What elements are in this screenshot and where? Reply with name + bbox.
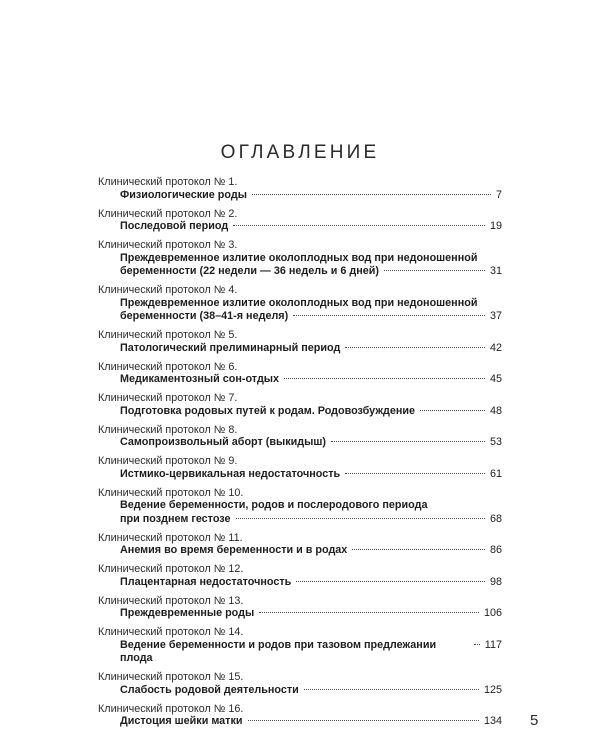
dot-leader bbox=[345, 473, 485, 474]
toc-entry[interactable] bbox=[98, 626, 502, 666]
toc-entry-protocol: Клинический протокол № 5. bbox=[98, 329, 238, 341]
toc-entry-title-line: Преждевременные роды bbox=[120, 607, 255, 619]
toc-entry[interactable] bbox=[98, 455, 502, 481]
toc-entry-title-line: Последовой период bbox=[120, 220, 229, 232]
toc-entry-title bbox=[98, 468, 502, 482]
toc-entry-title bbox=[98, 499, 502, 526]
dot-leader bbox=[304, 689, 479, 690]
toc-entry-title bbox=[98, 342, 502, 356]
toc-entry-title bbox=[98, 297, 502, 324]
toc-entry-protocol: Клинический протокол № 10. bbox=[98, 486, 244, 499]
toc-entry-protocol: Клинический протокол № 2. bbox=[98, 207, 238, 220]
toc-entry-title-line: Самопроизвольный аборт (выкидыш) bbox=[120, 436, 326, 448]
dot-leader bbox=[296, 581, 485, 582]
toc-entry-title-line: Физиологические роды bbox=[120, 188, 247, 201]
dot-leader bbox=[259, 612, 479, 613]
dot-leader bbox=[352, 549, 485, 550]
toc-entry-title bbox=[98, 373, 502, 387]
toc-entry-page: 117 bbox=[484, 638, 502, 651]
toc-entry-protocol: Клинический протокол № 13. bbox=[98, 594, 244, 607]
toc-entry-page: 134 bbox=[483, 715, 502, 727]
toc-entry-protocol: Клинический протокол № 6. bbox=[98, 360, 238, 373]
toc-entry[interactable] bbox=[98, 392, 502, 418]
toc-entry-title bbox=[98, 607, 502, 621]
toc-entry[interactable] bbox=[98, 671, 502, 697]
toc-entry-title-line: Подготовка родовых путей к родам. Родовозбуждение bbox=[120, 404, 415, 417]
toc-entry-title bbox=[98, 715, 502, 729]
toc-entry-page: 98 bbox=[489, 575, 502, 588]
toc-entry-protocol: Клинический протокол № 1. bbox=[98, 176, 238, 188]
toc-entry-title-line: Анемия во время беременности и в родах bbox=[120, 544, 348, 556]
dot-leader bbox=[384, 270, 485, 271]
toc-entry-page: 86 bbox=[489, 544, 502, 556]
toc-entry[interactable] bbox=[98, 208, 502, 234]
toc-entry-title bbox=[98, 544, 502, 558]
toc-entry-title bbox=[98, 189, 502, 203]
toc-entry-page: 45 bbox=[489, 373, 502, 385]
toc-entry[interactable] bbox=[98, 563, 502, 589]
toc-entry-protocol: Клинический протокол № 15. bbox=[98, 671, 244, 683]
toc-entry[interactable] bbox=[98, 424, 502, 450]
dot-leader bbox=[248, 720, 479, 721]
toc-entry-title bbox=[98, 252, 502, 279]
dot-leader bbox=[345, 347, 485, 348]
toc-entry[interactable] bbox=[98, 595, 502, 621]
toc-entry-title-line: Слабость родовой деятельности bbox=[120, 683, 299, 696]
toc-entry-page: 48 bbox=[489, 404, 502, 417]
toc-entry-page: 19 bbox=[489, 220, 502, 232]
toc-entry-title bbox=[98, 576, 502, 590]
toc-entry[interactable] bbox=[98, 329, 502, 355]
dot-leader bbox=[252, 194, 491, 195]
toc-entry-title-line: беременности (38–41-я неделя) bbox=[120, 310, 289, 322]
toc-entry-protocol: Клинический протокол № 11. bbox=[98, 531, 243, 544]
toc-entry[interactable] bbox=[98, 239, 502, 279]
toc-entry-page: 68 bbox=[489, 512, 502, 525]
dot-leader bbox=[236, 518, 485, 519]
toc-entry[interactable] bbox=[98, 176, 502, 202]
dot-leader bbox=[284, 378, 485, 379]
dot-leader bbox=[293, 315, 485, 316]
toc-entry-protocol: Клинический протокол № 12. bbox=[98, 563, 244, 575]
toc-entry-protocol: Клинический протокол № 9. bbox=[98, 455, 238, 467]
toc-entry-title bbox=[98, 684, 502, 698]
toc-entry-title-line: Ведение беременности и родов при тазовом предлежании плода bbox=[120, 638, 437, 664]
toc-entry-page: 125 bbox=[483, 683, 502, 696]
toc-entry-protocol: Клинический протокол № 16. bbox=[98, 702, 244, 715]
toc-entry[interactable] bbox=[98, 703, 502, 729]
toc-entry-protocol: Клинический протокол № 7. bbox=[98, 392, 238, 404]
dot-leader bbox=[474, 644, 480, 645]
toc-entry-protocol: Клинический протокол № 3. bbox=[98, 239, 238, 251]
toc-entry[interactable] bbox=[98, 532, 502, 558]
toc-entry-page: 37 bbox=[489, 310, 502, 322]
toc-entry-protocol: Клинический протокол № 8. bbox=[98, 423, 238, 436]
toc-entry-page: 7 bbox=[495, 188, 502, 201]
toc-entry-title-line: Патологический прелиминарный период bbox=[120, 341, 341, 354]
toc-entry-title bbox=[98, 220, 502, 234]
toc-entry-title-line: Преждевременное излитие околоплодных вод при недоношенной bbox=[120, 251, 478, 264]
toc-entry-page: 42 bbox=[489, 341, 502, 354]
toc-entry-protocol: Клинический протокол № 4. bbox=[98, 284, 238, 296]
toc-entry-page: 31 bbox=[489, 265, 502, 277]
toc-entry-title-line: Истмико-цервикальная недостаточность bbox=[120, 467, 341, 480]
toc-entry-title-line: Дистоция шейки матки bbox=[120, 715, 243, 727]
toc-entry-title-line: Ведение беременности, родов и послеродового периода bbox=[120, 499, 428, 511]
toc-entry-title bbox=[98, 405, 502, 419]
table-of-contents bbox=[98, 176, 502, 734]
toc-entry-page: 61 bbox=[489, 467, 502, 480]
toc-entry-title-line: при позднем гестозе bbox=[120, 512, 231, 525]
page-title: ОГЛАВЛЕНИЕ bbox=[220, 142, 380, 163]
toc-entry-title-line: Преждевременное излитие околоплодных вод при недоношенной bbox=[120, 296, 478, 309]
toc-entry-page: 106 bbox=[483, 607, 502, 619]
toc-entry-title-line: беременности (22 недели — 36 недель и 6 дней) bbox=[120, 265, 379, 277]
toc-entry[interactable] bbox=[98, 284, 502, 324]
toc-entry-title-line: Плацентарная недостаточность bbox=[120, 575, 292, 588]
page-number: 5 bbox=[530, 712, 539, 729]
toc-entry-title bbox=[98, 436, 502, 450]
toc-entry-protocol: Клинический протокол № 14. bbox=[98, 626, 244, 638]
dot-leader bbox=[233, 225, 485, 226]
toc-entry[interactable] bbox=[98, 487, 502, 527]
toc-entry[interactable] bbox=[98, 361, 502, 387]
dot-leader bbox=[331, 441, 485, 442]
toc-entry-title-line: Медикаментозный сон-отдых bbox=[120, 373, 280, 385]
toc-entry-title bbox=[98, 639, 502, 666]
dot-leader bbox=[420, 410, 485, 411]
toc-entry-page: 53 bbox=[489, 436, 502, 448]
